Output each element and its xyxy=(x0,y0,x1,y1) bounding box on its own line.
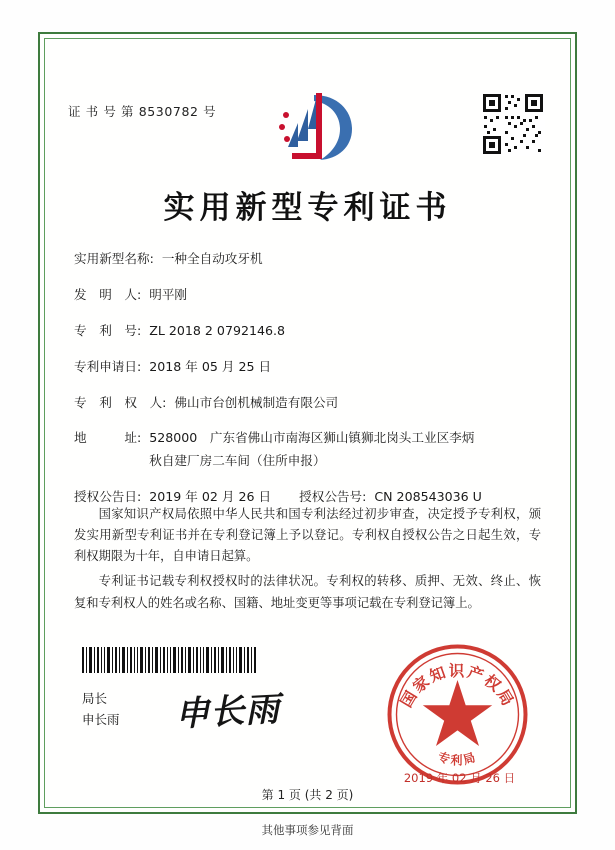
field-value-address-line2: 秋自建厂房二车间（住所申报） xyxy=(149,453,326,469)
field-row-patent-number xyxy=(74,322,541,341)
legal-text xyxy=(74,504,541,618)
director-block xyxy=(82,689,120,730)
field-row-inventor xyxy=(74,286,541,305)
field-label: 地 址: xyxy=(74,430,142,446)
director-label: 局长 xyxy=(82,691,108,706)
footer-note: 其他事项参见背面 xyxy=(261,823,354,837)
field-value-address-line1: 528000 广东省佛山市南海区狮山镇狮北岗头工业区李炳 xyxy=(149,430,475,446)
field-list xyxy=(74,250,541,524)
barcode-icon xyxy=(82,647,257,673)
field-value-grant-date: 2019 年 02 月 26 日 xyxy=(149,489,272,505)
cnipa-logo-icon xyxy=(272,89,358,165)
field-label: 专 利 号: xyxy=(74,322,142,338)
certificate-border xyxy=(38,32,577,814)
field-row-address-line2 xyxy=(74,452,541,471)
field-value: 明平刚 xyxy=(149,286,187,302)
field-label: 实用新型名称: xyxy=(74,251,154,266)
field-row-patentee xyxy=(74,394,541,413)
page-number: 第 1 页 (共 2 页) xyxy=(261,788,354,802)
handwritten-signature: 申长雨 xyxy=(174,689,282,735)
seal-date: 2019 年 02 月 26 日 xyxy=(403,771,516,785)
field-label-grant-number: 授权公告号: xyxy=(299,489,367,505)
page-title: 实用新型专利证书 xyxy=(163,190,452,226)
field-value: 2018 年 05 月 25 日 xyxy=(149,358,272,374)
field-value: 一种全自动攻牙机 xyxy=(161,251,263,266)
qr-code-icon xyxy=(481,92,545,156)
director-name: 申长雨 xyxy=(82,711,120,727)
field-row-application-date xyxy=(74,358,541,377)
svg-text:专利局: 专利局 xyxy=(436,749,479,768)
field-label: 专利申请日: xyxy=(74,358,142,374)
field-value: 佛山市台创机械制造有限公司 xyxy=(174,394,339,410)
legal-paragraph-2: 专利证书记载专利权授权时的法律状况。专利权的转移、质押、无效、终止、恢复和专利权人的姓名或名称、国籍、地址变更等事项记载在专利登记簿上。 xyxy=(74,574,541,610)
field-label-grant-date: 授权公告日: xyxy=(74,489,142,505)
field-value-grant-number: CN 208543036 U xyxy=(374,489,482,505)
field-row-address xyxy=(74,429,541,448)
field-row-utility-model-name xyxy=(74,250,541,269)
field-value: ZL 2018 2 0792146.8 xyxy=(149,322,286,338)
field-label: 发 明 人: xyxy=(74,286,142,302)
official-red-seal-icon xyxy=(385,642,530,787)
certificate-number: 证 书 号 第 8530782 号 xyxy=(68,104,217,119)
legal-paragraph-1: 国家知识产权局依照中华人民共和国专利法经过初步审查，决定授予专利权，颁发实用新型专利证书并在专利登记簿上予以登记。专利权自授权公告之日起生效，专利权期限为十年，自申请日起算。 xyxy=(74,507,541,564)
svg-text:国家知识产权局: 国家知识产权局 xyxy=(396,661,519,711)
field-label: 专 利 权 人: xyxy=(74,394,167,410)
